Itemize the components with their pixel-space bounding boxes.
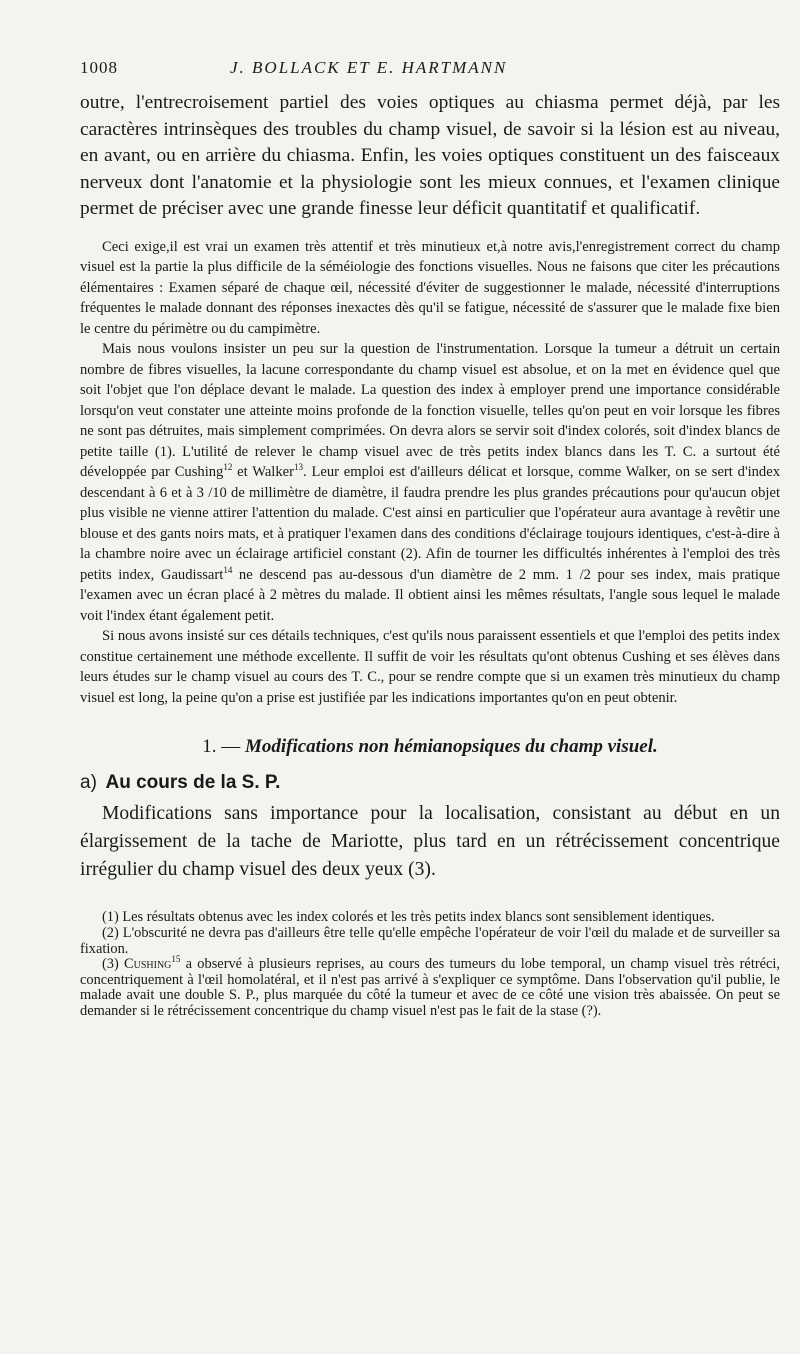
ref-13: 13	[294, 462, 303, 473]
subsection-label: a)	[80, 772, 97, 794]
footnote-3: (3) Cushing$^{15}$ a observé à plusieurs reprises, au cours des tumeurs du lobe temporal, un champ visuel très rétréci, concentriquement à l'œil homolatéral, et il n'est pas arrivé à s'expliquer ce symptôme. Dans l'observation qu'il publie, le malade avait une double S. P., plus marquée du côté la tumeur et avec de ce côté une vision très abaissée. On peut se demander si le rétrécissement concentrique du champ visuel n'est pas le fait de la stase (?).	[80, 954, 780, 1020]
footnote-2: (2) L'obscurité ne devra pas d'ailleurs être telle qu'elle empêche l'opérateur de voir l'œil du malade et de surveiller sa fixation.	[80, 925, 780, 957]
author-name: Cushing	[124, 956, 172, 973]
ref-14: 14	[223, 565, 233, 576]
subsection-heading	[80, 772, 780, 794]
paragraph-precautions: Ceci exige,il est vrai un examen très attentif et très minutieux et,à notre avis,l'enregistrement correct du champ visuel est la partie la plus difficile de la séméiologie des fonctions visuelles. Nous ne faisons que citer les précautions élémentaires : Examen séparé de chaque œil, nécessité d'éviter de suggestionner le malade, nécessité d'interruptions fréquentes le malade donnant des réponses inexactes dès qu'il se fatigue, nécessité de s'assurer que le malade fixe bien le centre du périmètre ou du campimètre.	[80, 238, 780, 337]
footnote-1: (1) Les résultats obtenus avec les index colorés et les très petits index blancs sont sensiblement identiques.	[102, 909, 715, 926]
paragraph-conclusion: Si nous avons insisté sur ces détails techniques, c'est qu'ils nous paraissent essentiels et que l'emploi des petits index constitue certainement une méthode excellente. Il suffit de voir les résultats qu'ont obtenus Cushing et ses élèves dans leurs études sur le champ visuel au cours des T. C., pour se rendre compte que si un examen très minutieux du champ visuel est long, la peine qu'on a prise est justifiée par les indications importantes qu'on en peut obtenir.	[80, 628, 780, 706]
section-title: Modifications non hémianopsiques du champ visuel.	[244, 736, 658, 758]
lead-paragraph: outre, l'entrecroisement partiel des voies optiques au chiasma permet déjà, par les caractères intrinsèques des troubles du champ visuel, de savoir si la lésion est au niveau, en avant, ou en arrière du chiasma. Enfin, les voies optiques constituent un des faisceaux nerveux dont l'anatomie et la physiologie sont les mieux connues, et l'examen clinique permet de préciser avec une grande finesse leur déficit quantitatif et qualificatif.	[80, 92, 780, 220]
ref-15: 15	[171, 954, 181, 965]
section-number: 1. —	[202, 736, 241, 758]
footnotes	[80, 910, 780, 1019]
page	[80, 58, 780, 1020]
ref-12: 12	[223, 462, 233, 473]
page-header	[80, 58, 780, 86]
paragraph-modifications: Modifications sans importance pour la localisation, consistant au début en un élargissement de la tache de Mariotte, plus tard en un rétrécissement concentrique irrégulier du champ visuel des deux yeux (3).	[80, 803, 780, 881]
paragraph-instrumentation: Mais nous voulons insister un peu sur la question de l'instrumentation. Lorsque la tumeur a détruit un certain nombre de fibres visuelles, la lacune correspondante du champ visuel est absolue, et on la met en évidence quel que soit l'objet que l'on déplace devant le malade. La question des index à employer prend une importance considérable lorsqu'on veut constater une atteinte moins profonde de la fonction visuelle, telles qu'on peut en voir lorsque les fibres ne sont pas détruites, mais simplement comprimées. On devra alors se servir soit d'index colorés, soit d'index blancs de petite taille (1). L'utilité de relever le champ visuel avec de très petits index blancs dans les T. C. a surtout été développée par Cushing$^{12}$ et Walker$^{13}$. Leur emploi est d'ailleurs délicat et lorsque, comme Walker, on se sert d'index descendant à 6 et à 3 /10 de millimètre de diamètre, il faudra prendre les plus grandes précautions pour qu'aucun objet plus visible ne vienne attirer l'attention du malade. C'est ainsi en particulier que l'opérateur aura avantage à revêtir une blouse et des gants noirs mats, et à pratiquer l'examen dans des conditions d'éclairage toujours identiques, c'est-à-dire à la chambre noire avec un éclairage artificiel constant (2). Afin de tourner les difficultés inhérentes à l'emploi des très petits index, Gaudissart$^{14}$ ne descend pas au-dessous d'un diamètre de 2 mm. 1 /2 pour ses index, mais pratique l'examen avec un écran placé à 2 mètres du malade. Il obtient ainsi les mêmes résultats, l'angle sous lequel le malade voit l'index étant également petit.	[80, 341, 780, 624]
subsection-title: Au cours de la S. P.	[105, 772, 281, 794]
section-heading	[80, 736, 780, 758]
page-number: 1008	[80, 58, 118, 77]
running-head: J. BOLLACK ET E. HARTMANN	[230, 58, 508, 77]
